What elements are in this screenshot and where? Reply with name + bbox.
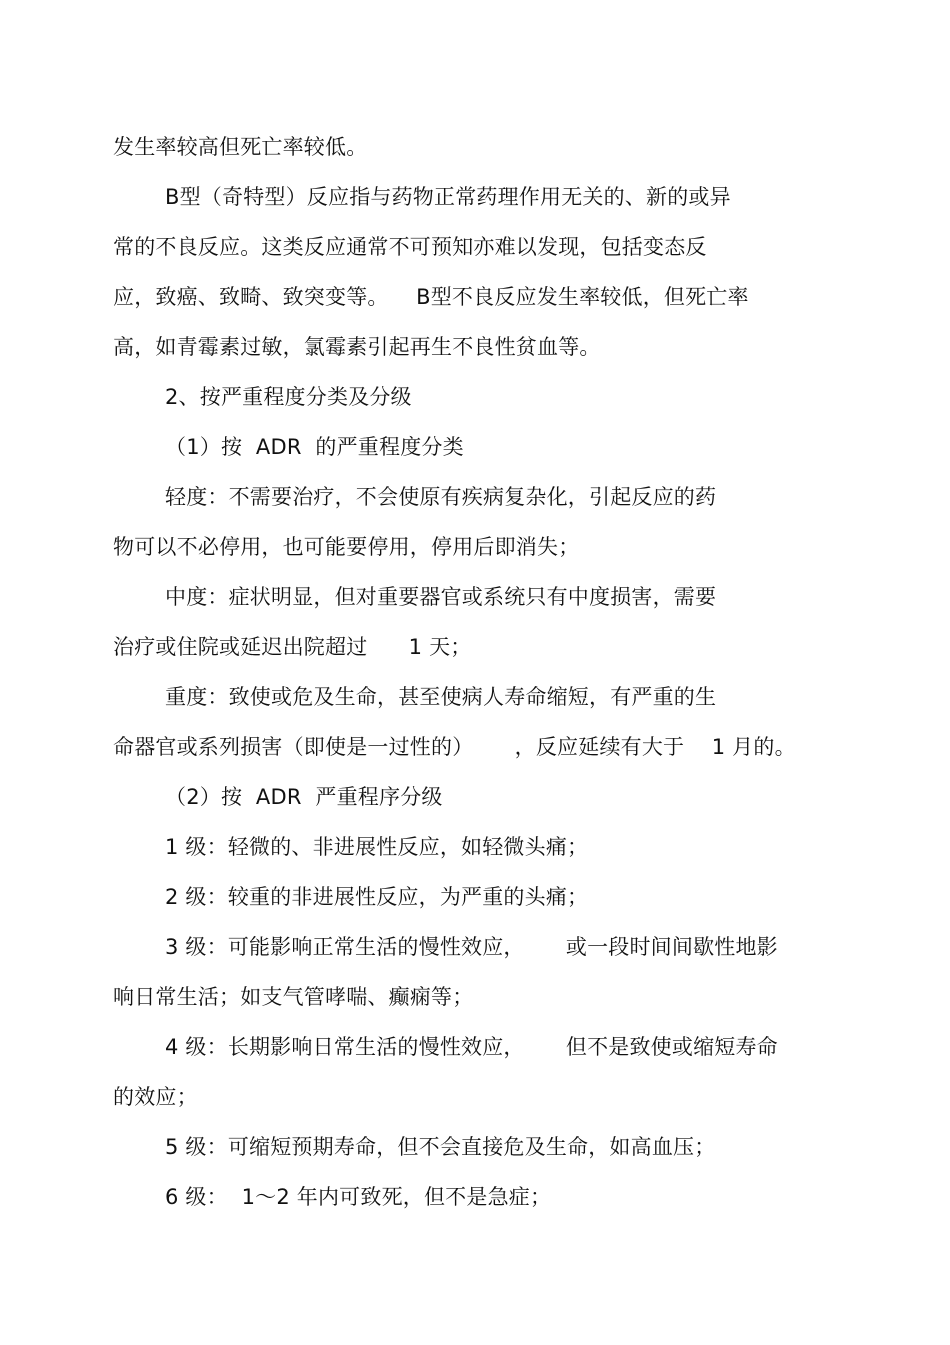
text-line: 命器官或系列损害（即使是一过性的） ，反应延续有大于 1 月的。 — [113, 735, 796, 759]
grade-item: 3 级：可能影响正常生活的慢性效应， 或一段时间间歇性地影 — [165, 935, 778, 959]
text-line: 治疗或住院或延迟出院超过 1 天； — [113, 635, 472, 659]
text-line: 发生率较高但死亡率较低。 — [113, 135, 368, 159]
subsection-heading: （1）按 ADR 的严重程度分类 — [165, 435, 464, 459]
text-line: 中度：症状明显，但对重要器官或系统只有中度损害，需要 — [165, 585, 717, 609]
section-heading: 2、按严重程度分类及分级 — [165, 385, 412, 409]
grade-item: 6 级： 1～2 年内可致死，但不是急症； — [165, 1185, 552, 1209]
text-line: 轻度：不需要治疗，不会使原有疾病复杂化，引起反应的药 — [165, 485, 717, 509]
text-line: 的效应； — [113, 1085, 198, 1109]
text-line: 应，致癌、致畸、致突变等。 B型不良反应发生率较低，但死亡率 — [113, 285, 749, 309]
subsection-heading: （2）按 ADR 严重程序分级 — [165, 785, 443, 809]
grade-item: 5 级：可缩短预期寿命，但不会直接危及生命，如高血压； — [165, 1135, 716, 1159]
text-line: 响日常生活；如支气管哮喘、癫痫等； — [113, 985, 474, 1009]
text-line: 物可以不必停用，也可能要停用，停用后即消失； — [113, 535, 580, 559]
grade-item: 2 级：较重的非进展性反应，为严重的头痛； — [165, 885, 589, 909]
text-line: 高，如青霉素过敏，氯霉素引起再生不良性贫血等。 — [113, 335, 601, 359]
text-line: 常的不良反应。这类反应通常不可预知亦难以发现，包括变态反 — [113, 235, 707, 259]
grade-item: 4 级：长期影响日常生活的慢性效应， 但不是致使或缩短寿命 — [165, 1035, 778, 1059]
grade-item: 1 级：轻微的、非进展性反应，如轻微头痛； — [165, 835, 589, 859]
text-line: 重度：致使或危及生命，甚至使病人寿命缩短，有严重的生 — [165, 685, 717, 709]
text-line: B型（奇特型）反应指与药物正常药理作用无关的、新的或异 — [165, 185, 731, 209]
